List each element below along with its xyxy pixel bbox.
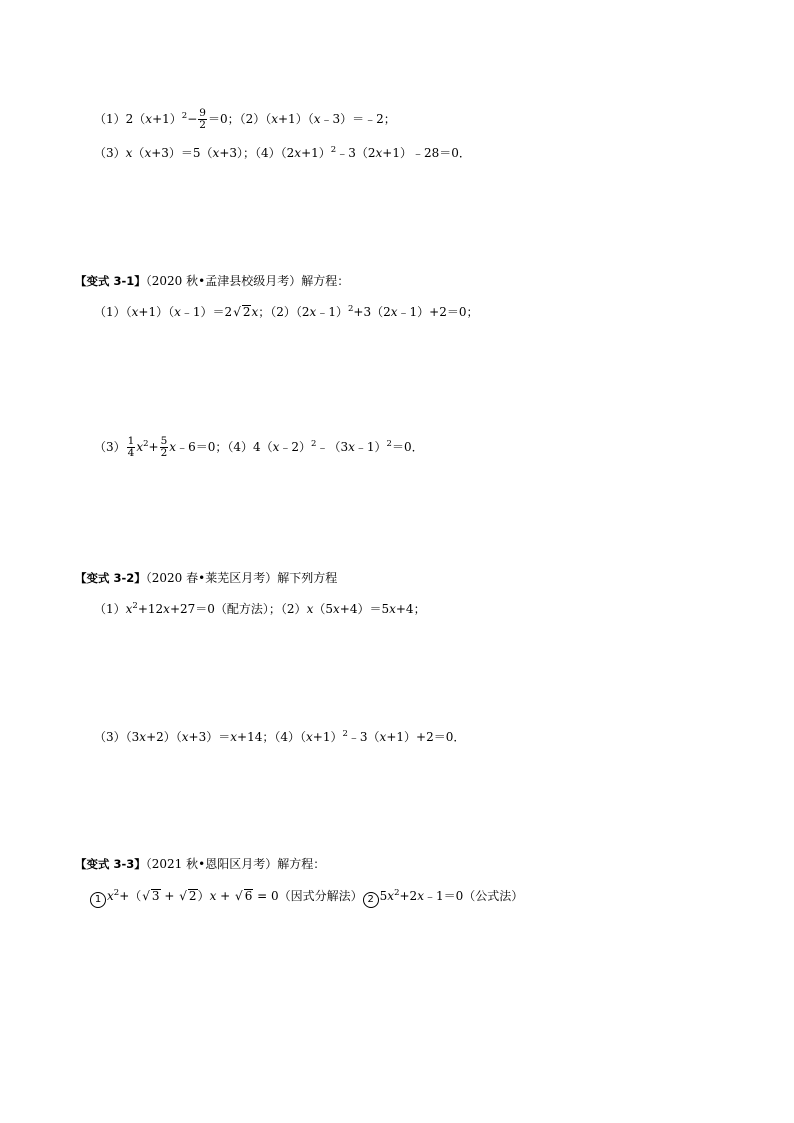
variable: x xyxy=(181,730,189,744)
text: − xyxy=(187,112,198,126)
text: ﹣1＝0（公式法） xyxy=(423,889,524,903)
text: ﹣3（ xyxy=(347,730,380,744)
text: （3）（3 xyxy=(94,730,140,744)
text: ﹣（3 xyxy=(316,440,349,454)
fraction xyxy=(198,108,207,131)
circled-number-2: 2 xyxy=(363,892,379,908)
text: +4）＝5 xyxy=(339,602,390,616)
text: ＝0． xyxy=(391,440,424,454)
variable: x xyxy=(348,440,355,454)
radical-sign: √ xyxy=(142,889,150,903)
variant-title: 【变式 3-1】 xyxy=(75,274,146,288)
variant-3-3-line-1 xyxy=(90,888,523,908)
variable: x xyxy=(139,730,147,744)
denominator: 2 xyxy=(160,447,168,459)
text: ﹣6＝0；（4）4（ xyxy=(176,440,273,454)
variable: x xyxy=(230,730,238,744)
text: ﹣1）+2＝0； xyxy=(397,305,479,319)
text: +3）＝ xyxy=(188,730,231,744)
text: +14；（4）（ xyxy=(237,730,306,744)
text: +（ xyxy=(119,889,142,903)
variant-3-1-heading xyxy=(75,273,349,289)
variable: x xyxy=(309,305,317,319)
text: （3） xyxy=(94,146,126,160)
variable: x xyxy=(272,440,280,454)
radicand: 6 xyxy=(244,889,253,903)
exponent: 2 xyxy=(113,888,120,898)
text: + xyxy=(216,889,235,903)
exponent: 2 xyxy=(330,145,337,155)
text: （1）2（ xyxy=(94,112,146,126)
denominator: 2 xyxy=(199,119,206,131)
variable: x xyxy=(389,602,396,616)
variable: x xyxy=(313,112,321,126)
variable: x xyxy=(271,112,278,126)
text: +27＝0（配方法）；（2） xyxy=(169,602,307,616)
text: +1） xyxy=(152,112,182,126)
text: + xyxy=(148,440,159,454)
variable: x xyxy=(306,602,314,616)
variable: x xyxy=(144,146,152,160)
text: = 0（因式分解法） xyxy=(253,889,363,903)
exponent: 2 xyxy=(342,729,348,739)
text: ﹣1） xyxy=(354,440,387,454)
problem-line-1 xyxy=(94,108,396,131)
text: （5 xyxy=(313,602,333,616)
text: +12 xyxy=(137,602,164,616)
variant-3-1-line-1 xyxy=(94,304,478,320)
radicand: 2 xyxy=(188,889,197,903)
text: +1）﹣28＝0． xyxy=(382,146,471,160)
variable: x xyxy=(332,602,340,616)
variable: x xyxy=(107,889,114,903)
variable: x xyxy=(174,305,181,319)
variant-3-2-line-1 xyxy=(94,601,426,617)
variant-3-3-heading xyxy=(75,856,325,872)
variable: x xyxy=(163,602,170,616)
exponent: 2 xyxy=(386,439,392,449)
variable: x xyxy=(379,730,387,744)
text: +1） xyxy=(312,730,343,744)
text: （ xyxy=(132,146,145,160)
text: +1） xyxy=(301,146,331,160)
radical-sign: √ xyxy=(233,305,241,319)
fraction xyxy=(127,436,136,459)
variable: x xyxy=(375,146,383,160)
text: ﹣2） xyxy=(279,440,312,454)
text: ＝0；（2）（ xyxy=(207,112,272,126)
exponent: 2 xyxy=(143,439,149,449)
text: +1）+2＝0． xyxy=(386,730,466,744)
variable: x xyxy=(136,440,144,454)
numerator: 9 xyxy=(199,107,206,119)
text: +4； xyxy=(395,602,426,616)
numerator: 1 xyxy=(127,435,135,447)
variable: x xyxy=(387,889,395,903)
text: + xyxy=(160,889,179,903)
variable: x xyxy=(294,146,302,160)
text: ﹣3（2 xyxy=(336,146,376,160)
text: +3（2 xyxy=(353,305,391,319)
radical-sign: √ xyxy=(235,889,243,903)
variant-source: （2021 秋•恩阳区月考）解方程： xyxy=(145,857,326,871)
radicand: 3 xyxy=(151,889,160,903)
text: +3）＝5（ xyxy=(151,146,213,160)
text: +2）（ xyxy=(146,730,182,744)
denominator: 4 xyxy=(127,447,135,459)
text: ﹣1）＝2 xyxy=(180,305,233,319)
variable: x xyxy=(251,305,259,319)
text: （1）（ xyxy=(94,305,132,319)
text: ；（2）（2 xyxy=(258,305,310,319)
fraction xyxy=(160,436,169,459)
variable: x xyxy=(306,730,313,744)
variable: x xyxy=(131,305,139,319)
variable: x xyxy=(125,146,133,160)
variant-3-1-line-2 xyxy=(94,436,424,459)
exponent: 2 xyxy=(181,111,188,121)
text: +3）；（4）（2 xyxy=(219,146,295,160)
variable: x xyxy=(145,112,153,126)
variable: x xyxy=(417,889,424,903)
variable: x xyxy=(212,146,220,160)
text: 5 xyxy=(379,889,388,903)
text: ﹣3）＝﹣2； xyxy=(320,112,396,126)
variant-title: 【变式 3-3】 xyxy=(75,857,146,871)
text: ） xyxy=(197,889,210,903)
exponent: 2 xyxy=(311,439,317,449)
variant-source: （2020 春•莱芜区月考）解下列方程 xyxy=(145,571,338,585)
variant-3-2-line-2 xyxy=(94,729,465,745)
variable: x xyxy=(390,305,398,319)
variant-title: 【变式 3-2】 xyxy=(75,571,146,585)
exponent: 2 xyxy=(132,601,138,611)
variable: x xyxy=(125,602,133,616)
numerator: 5 xyxy=(160,435,168,447)
variable: x xyxy=(209,889,217,903)
variant-3-2-heading xyxy=(75,570,337,586)
text: （1） xyxy=(94,602,126,616)
text: （3） xyxy=(94,440,126,454)
exponent: 2 xyxy=(394,888,400,898)
text: +1）（ xyxy=(138,305,175,319)
text: +2 xyxy=(399,889,418,903)
exponent: 2 xyxy=(347,304,354,314)
radicand: 2 xyxy=(242,305,251,319)
variable: x xyxy=(169,440,177,454)
circled-number-1: 1 xyxy=(90,892,106,908)
radical-sign: √ xyxy=(179,889,187,903)
variant-source: （2020 秋•孟津县校级月考）解方程： xyxy=(145,274,350,288)
text: +1）（ xyxy=(278,112,314,126)
problem-line-2 xyxy=(94,145,471,161)
text: ﹣1） xyxy=(316,305,348,319)
